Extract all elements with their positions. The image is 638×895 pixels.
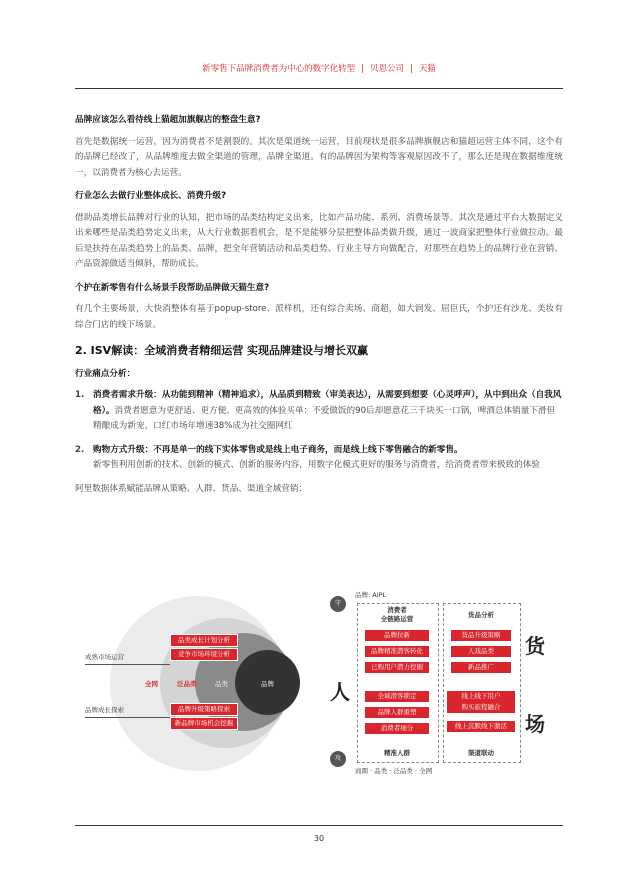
badge-defend: 守	[330, 596, 346, 612]
tag-purchased-users: 已购用户潜力挖掘	[365, 662, 429, 673]
tag-new-brand: 新品牌市场机会挖掘	[170, 717, 238, 730]
ring-label-category: 品类	[215, 680, 228, 688]
tag-new-product: 新品推广	[451, 662, 511, 673]
tag-omni-journey: 线上线下用户 购买旅程融合	[447, 691, 515, 713]
question-3: 个护在新零售有什么场景手段帮助品牌做天猫生意?	[75, 282, 270, 293]
answer-2: 借助品类增长品牌对行业的认知，把市场的品类结构定义出来，比如产品功能、系列、消费场景等。其次是通过平台大数据定义出来哪些是品类趋势定义出来，从大行业数据看机会，是不是能够分层把整体品类做升级，通过一波商家把整体行业做拉动。最后是扶持在品类趋势上的品类、品牌，把全年营销活动和品类趋势、行业主导方向做配合，对那些在趋势上的品牌行业在营销、产品资源做适当倾斜，帮助成长。	[75, 212, 563, 269]
goods-box-title: 货品分析	[468, 611, 494, 619]
tag-brand-upgrade: 品牌升级策略探索	[170, 703, 238, 716]
label-brand-growth: 品牌成长探索	[85, 706, 124, 714]
consumer-box-foot: 精准人群	[384, 749, 410, 757]
big-huo: 货	[525, 634, 545, 658]
tag-offline-activate: 线上沉默线下激活	[447, 721, 515, 732]
big-chang: 场	[525, 712, 545, 736]
main-content	[75, 105, 563, 501]
tag-goods-upgrade: 货品升级策略	[451, 630, 511, 641]
section-heading: 2. ISV解读：全域消费者精细运营 实现品牌建设与增长双赢	[75, 344, 369, 357]
question-1: 品牌应该怎么看待线上猫超加旗舰店的整盘生意?	[75, 115, 261, 125]
tag-segment: 消费者细分	[365, 723, 429, 734]
goods-box-foot: 渠道联动	[468, 749, 494, 757]
answer-1: 首先是数据统一运营，因为消费者不是割裂的。其次是渠道统一运营，目前现状是很多品牌旗舰店和猫超运营主体不同，这个有的品牌已经改了，从品牌维度去做全渠道的管理，品牌全渠道。有的品牌因为架构等客观原因改不了，那么还是现在数据维度统一，以消费者为核心去运营。	[75, 136, 563, 178]
tag-brand-acquisition: 品牌拉新	[365, 630, 429, 641]
list-item: 2. 购物方式升级：不再是单一的线下实体零售或是线上电子商务，而是线上线下零售融合的新零售。 新零售利用创新的技术、创新的模式、创新的服务内容，用数字化模式更好的服务与消费者，给消费者带来极致的体验	[75, 444, 540, 470]
list-item: 1. 消费者需求升级：从功能到精神（精神追求），从品质到精致（审美表达），从需要到想要（心灵呼声），从中到出众（自我风格）。消费者愿意为更舒适、更方便、更高效的体验买单：不爱做饭的90后却愿意花三千块买一口锅，啤酒总体销量下滑但精酿成为新宠，口红市场年增速38%成为社交圈网红	[75, 390, 562, 431]
tag-competition: 竞争市场环境分析	[170, 648, 238, 661]
footer-rule	[75, 825, 563, 826]
answer-3: 有几个主要场景，大快消整体有基于popup-store、派样机，还有综合卖场、商超，如大润发、屈臣氏，个护还有沙龙、美妆有综合门店的线下场景。	[75, 304, 563, 330]
label-mature-market: 成熟市场运营	[85, 653, 124, 661]
aipl-label: 品牌: AIPL	[355, 591, 387, 599]
ring-label-pan: 泛品类	[177, 680, 197, 688]
consumer-box-title: 消费者 全链路运营	[380, 606, 414, 623]
marketing-diagram	[85, 588, 555, 788]
pain-points-heading: 行业痛点分析：	[75, 368, 136, 379]
page-number: 30	[313, 834, 325, 843]
header-rule	[75, 88, 563, 89]
header-partner: 天猫	[418, 64, 436, 74]
badge-attack: 攻	[330, 751, 346, 767]
tag-full-lock: 全域潜客锁定	[365, 691, 429, 702]
tag-brand-reshape: 品牌人群重塑	[365, 707, 429, 718]
question-2: 行业怎么去做行业整体成长、消费升级?	[75, 191, 227, 201]
page-header: 新零售下品牌消费者为中心的数字化转型 | 贝恩公司 | 天猫	[202, 64, 436, 74]
ring-label-all: 全网	[145, 680, 158, 688]
ring-label-brand: 品牌	[261, 680, 274, 688]
tag-categories: 人戏品类	[451, 646, 511, 657]
tag-brand-conversion: 品牌精准潜客转化	[365, 646, 429, 657]
scope-label: 商圈 · 品类 · 泛品类 · 全网	[355, 767, 433, 775]
big-ren: 人	[330, 680, 350, 704]
header-company: 贝恩公司	[369, 64, 404, 74]
consumer-box	[357, 603, 439, 763]
goods-box	[443, 603, 521, 763]
header-title: 新零售下品牌消费者为中心的数字化转型	[202, 64, 356, 74]
tag-category-growth: 品类成长计划分析	[170, 634, 238, 647]
diagram-intro: 阿里数据体系赋能品牌从策略、人群、货品、渠道全域营销：	[75, 483, 308, 494]
